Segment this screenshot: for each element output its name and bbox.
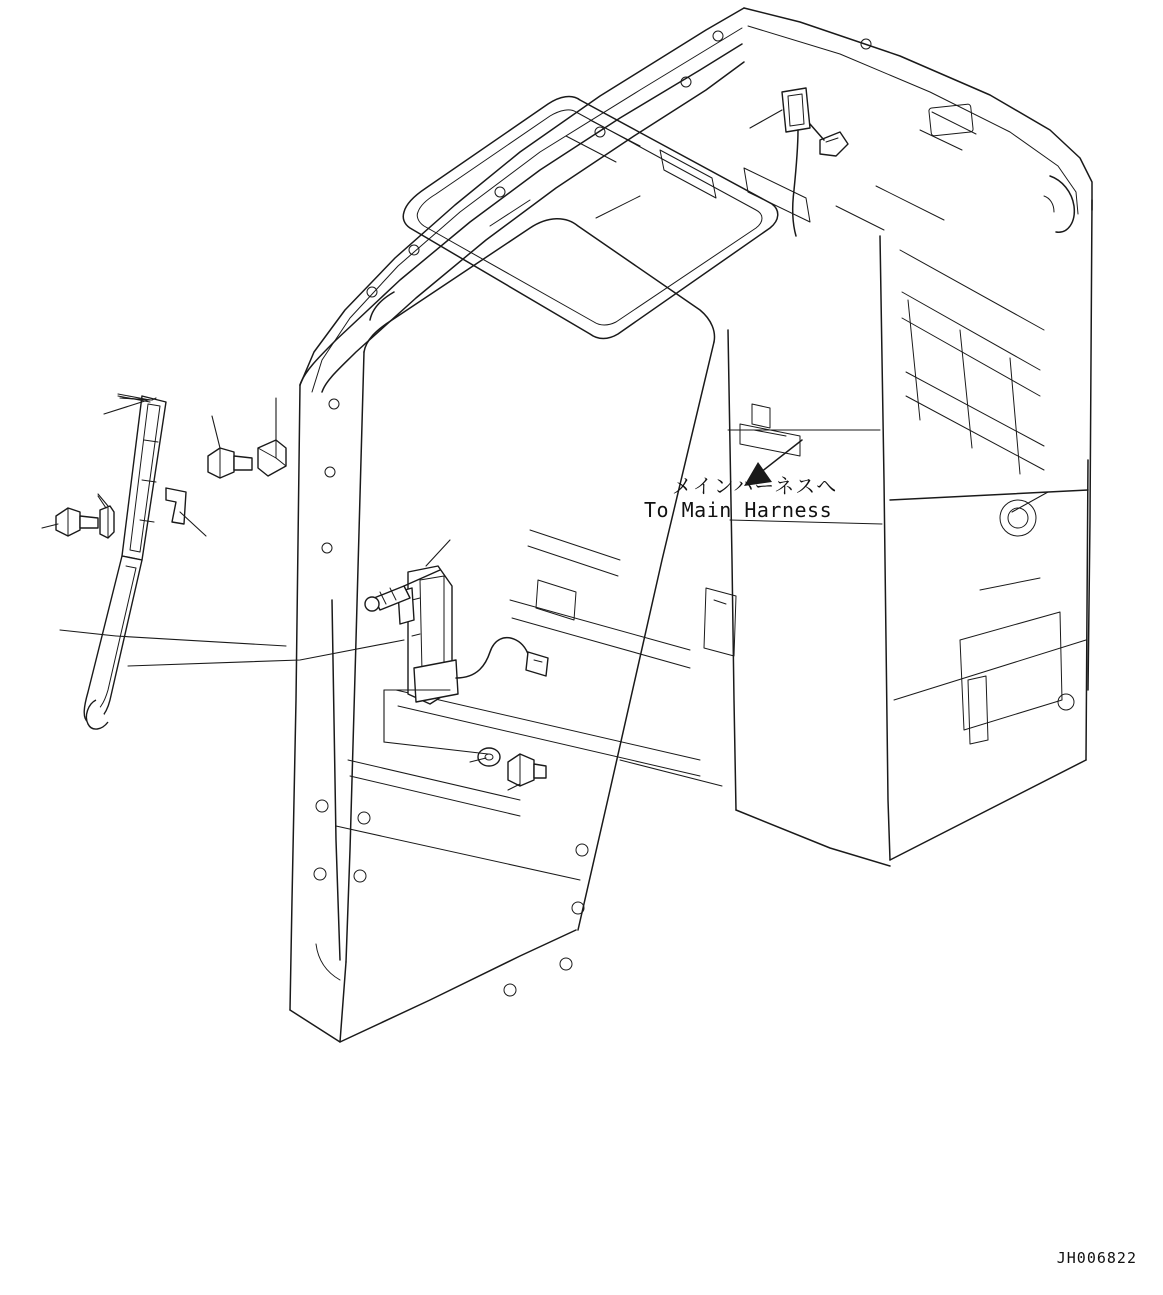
washer-nozzle-group [782,88,848,236]
drawing-code: JH006822 [1056,1249,1137,1267]
fastener-group [56,440,286,538]
leader-lines [42,110,1048,790]
wiper-motor-group [365,566,548,704]
to-main-harness-label-en: To Main Harness [644,498,833,522]
to-main-harness-label-jp: メインハーネスへ [672,474,838,498]
wiper-blade-group [84,396,166,729]
cab-frame-group [290,8,1092,1042]
